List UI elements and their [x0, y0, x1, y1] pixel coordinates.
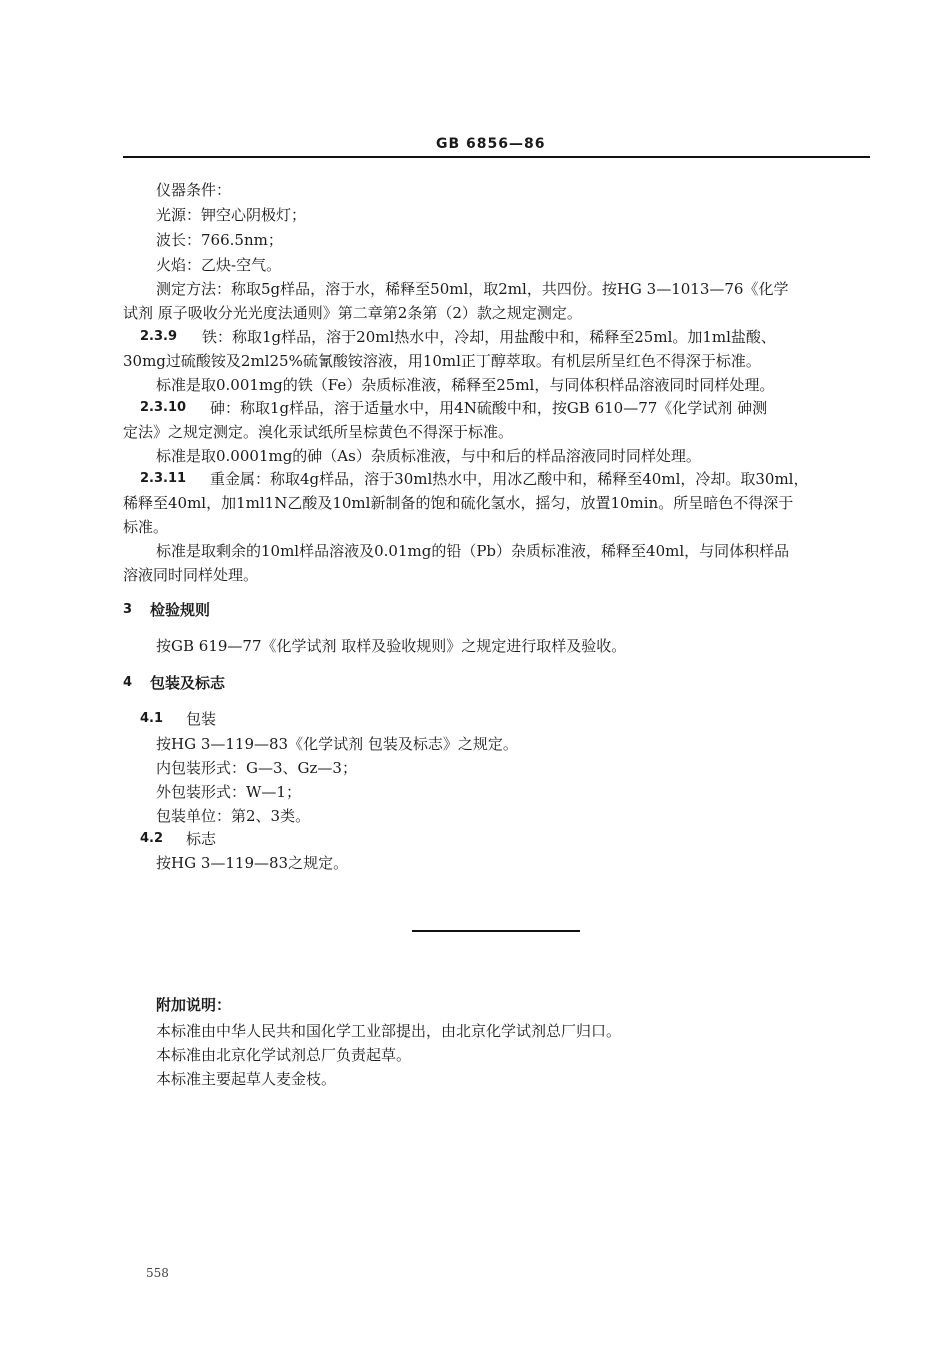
- section-number: 4: [123, 675, 133, 690]
- section-title: 检验规则: [150, 601, 211, 619]
- heavy-metal-text: 重金属：称取4g样品，溶于30ml热水中，用冰乙酸中和，稀释至40ml，冷却。取30ml，: [210, 470, 809, 488]
- subsection-number: 4.1: [140, 711, 164, 726]
- iron-text: 铁：称取1g样品，溶于20ml热水中，冷却，用盐酸中和，稀释至25ml。加1ml盐酸、: [202, 328, 776, 346]
- section-title: 包装及标志: [150, 674, 226, 692]
- outer-packaging: 外包装形式：W—1；: [156, 783, 301, 801]
- heavy-metal-standard: 溶液同时同样处理。: [123, 566, 259, 584]
- inner-packaging: 内包装形式：G—3、Gz—3；: [156, 759, 357, 777]
- clause-number: 2.3.10: [140, 400, 187, 415]
- packaging-rule: 按HG 3—119—83《化学试剂 包装及标志》之规定。: [156, 735, 518, 753]
- method-line: 试剂 原子吸收分光光度法通则》第二章第2条第（2）款之规定测定。: [123, 304, 582, 322]
- end-divider: [412, 930, 580, 932]
- clause-number: 2.3.11: [140, 471, 187, 486]
- wavelength: 波长：766.5nm；: [156, 231, 283, 249]
- heavy-metal-standard: 标准是取剩余的10ml样品溶液及0.01mg的铅（Pb）杂质标准液，稀释至40ml，与同体积样品: [156, 542, 790, 560]
- marking-rule: 按HG 3—119—83之规定。: [156, 854, 349, 872]
- clause-number: 2.3.9: [140, 329, 178, 344]
- notes-title: 附加说明：: [156, 996, 232, 1014]
- flame: 火焰：乙炔-空气。: [156, 256, 282, 274]
- arsenic-standard: 标准是取0.0001mg的砷（As）杂质标准液，与中和后的样品溶液同时同样处理。: [156, 447, 701, 465]
- subsection-number: 4.2: [140, 831, 164, 846]
- packaging-unit: 包装单位：第2、3类。: [156, 807, 311, 825]
- section-text: 按GB 619—77《化学试剂 取样及验收规则》之规定进行取样及验收。: [156, 637, 627, 655]
- light-source: 光源：钾空心阴极灯；: [156, 206, 307, 224]
- arsenic-text: 定法》之规定测定。溴化汞试纸所呈棕黄色不得深于标准。: [123, 423, 514, 441]
- section-number: 3: [123, 602, 133, 617]
- iron-standard: 标准是取0.001mg的铁（Fe）杂质标准液，稀释至25ml，与同体积样品溶液同时同样处理。: [156, 376, 775, 394]
- notes-line: 本标准由北京化学试剂总厂负责起草。: [156, 1046, 412, 1064]
- method-line: 测定方法：称取5g样品，溶于水，稀释至50ml，取2ml，共四份。按HG 3—1013—76《化学: [156, 280, 789, 298]
- notes-line: 本标准主要起草人麦金枝。: [156, 1070, 337, 1088]
- heavy-metal-text: 标准。: [123, 518, 169, 536]
- notes-line: 本标准由中华人民共和国化学工业部提出，由北京化学试剂总厂归口。: [156, 1022, 622, 1040]
- subsection-title: 标志: [186, 830, 217, 848]
- standard-code: GB 6856—86: [436, 136, 546, 152]
- heavy-metal-text: 稀释至40ml，加1ml1N乙酸及10ml新制备的饱和硫化氢水，摇匀，放置10min。所呈暗色不得深于: [123, 494, 794, 512]
- arsenic-text: 砷：称取1g样品，溶于适量水中，用4N硫酸中和，按GB 610—77《化学试剂 砷测: [210, 399, 768, 417]
- page-number: 558: [146, 1266, 169, 1280]
- header-rule: [123, 156, 870, 158]
- iron-text: 30mg过硫酸铵及2ml25%硫氰酸铵溶液，用10ml正丁醇萃取。有机层所呈红色不得深于标准。: [123, 352, 761, 370]
- instrument-title: 仪器条件：: [156, 181, 232, 199]
- subsection-title: 包装: [186, 710, 217, 728]
